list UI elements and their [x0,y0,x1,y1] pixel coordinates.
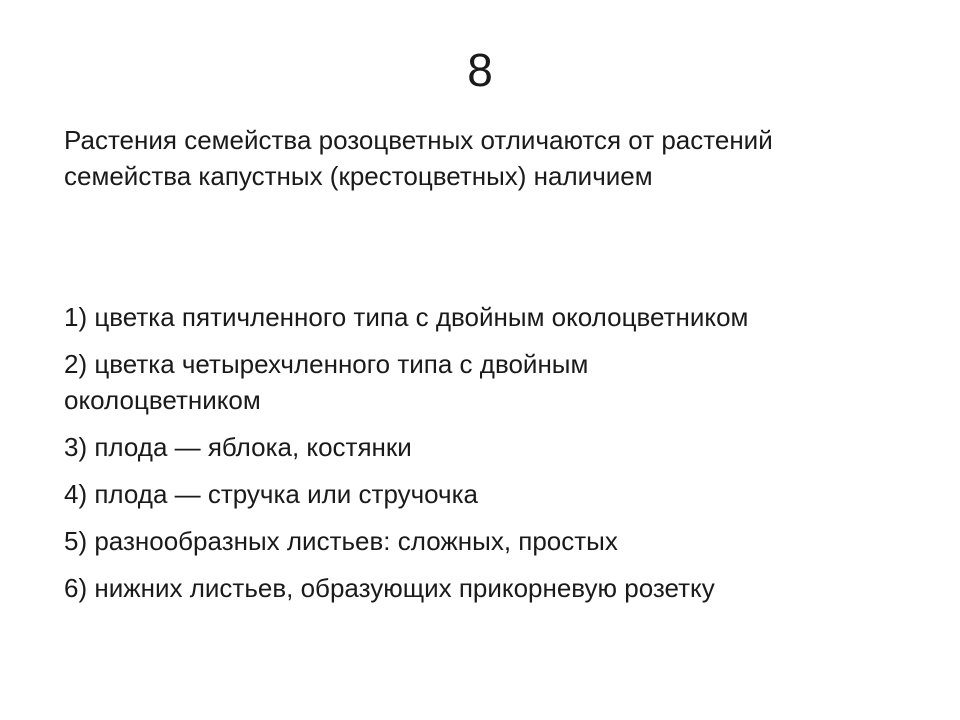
answer-option: 4) плода — стручка или стручочка [64,479,479,509]
answer-option: 2) цветка четырехчленного типа с двойным околоцветником [64,349,589,415]
answer-option: 5) разнообразных листьев: сложных, простых [64,526,618,556]
answer-option: 6) нижних листьев, образующих прикорневую розетку [64,573,715,603]
answer-option: 3) плода — яблока, костянки [64,432,412,462]
slide-title: 8 [467,44,493,96]
answer-option: 1) цветка пятичленного типа с двойным околоцветником [64,302,749,332]
question-text: Растения семейства розоцветных отличаются от растений семейства капустных (крестоцветных) наличием [64,125,773,191]
answer-options [64,299,904,617]
